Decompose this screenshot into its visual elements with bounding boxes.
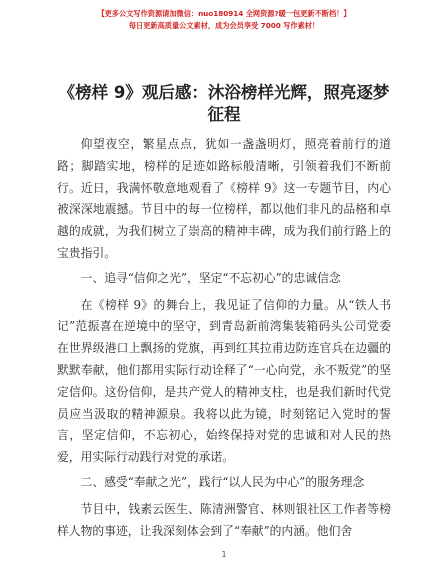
page-number: 1 xyxy=(221,550,227,559)
section-1-paragraph: 在《榜样 9》的舞台上，我见证了信仰的力量。从“铁人书记”范振喜在逆境中的坚守，到青岛新前湾集装箱码头公司党委在世界级港口上飘扬的党旗，再到红其拉甫边防连官兵在边疆的默默奉献，他们都用实际行动诠释了“一心向党，永不叛党”的坚定信仰。这份信仰，是共产党人的精神支柱，也是我们新时代党员应当汲取的精神源泉。我将以此为镜，时刻铭记入党时的誓言，坚定信仰，不忘初心，始终保持对党的忠诚和对人民的热爱，用实际行动践行对党的承诺。 xyxy=(57,297,391,465)
section-heading-2: 二、感受“奉献之光”，践行“以人民为中心”的服务理念 xyxy=(80,474,365,489)
intro-paragraph: 仰望夜空，繁星点点，犹如一盏盏明灯，照亮着前行的道路；脚踏实地，榜样的足迹如路标般清晰，引领着我们不断前行。近日，我满怀敬意地观看了《榜样 9》这一专题节目，内心被深深地震撼。节目中的每一位榜样，都以他们非凡的品格和卓越的成就，为我们树立了崇高的精神丰碑，成为我们前行路上的宝贵指引。 xyxy=(57,137,391,260)
promo-banner xyxy=(0,8,448,31)
promo-banner-line-2: 每日更新高质量公文素材，成为会员享受 7000 写作素材！ xyxy=(128,21,320,30)
section-2-paragraph: 节目中，钱素云医生、陈清洲警官、林则银社区工作者等榜样人物的事迹，让我深刻体会到了“奉献”的内涵。他们舍 xyxy=(57,501,391,538)
promo-banner-line-1: 【更多公文写作资源请加微信：nuo180914 全网资源?暖一包更新不断档！】 xyxy=(97,9,351,18)
document-body xyxy=(57,134,391,542)
section-heading-1: 一、追寻“信仰之光”，坚定“不忘初心”的忠诚信念 xyxy=(80,270,341,285)
document-title: 《榜样 9》观后感：沐浴榜样光辉，照亮逐梦征程 xyxy=(58,83,390,124)
